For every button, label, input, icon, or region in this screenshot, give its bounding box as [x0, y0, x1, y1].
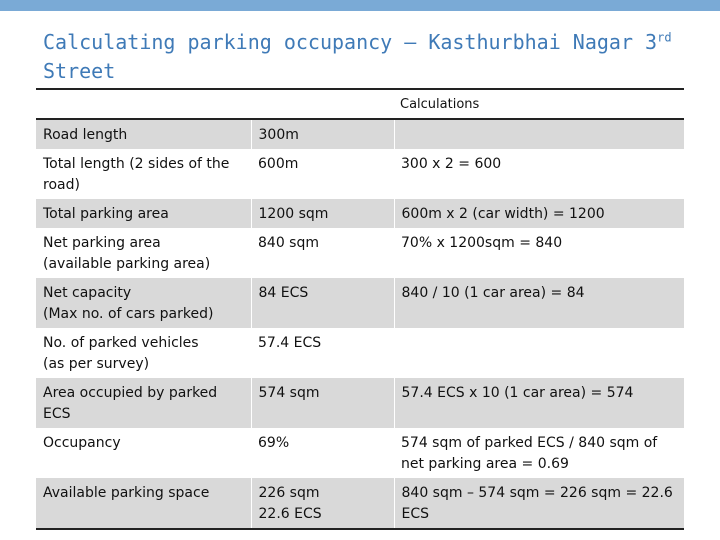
row-value: 57.4 ECS — [251, 328, 394, 378]
row-label: Available parking space — [36, 478, 251, 529]
row-label: Net parking area (available parking area) — [36, 228, 251, 278]
row-value: 69% — [251, 428, 394, 478]
table-row — [36, 149, 684, 199]
table-header-row — [36, 89, 684, 119]
row-calculation: 57.4 ECS x 10 (1 car area) = 574 — [394, 378, 684, 428]
slide-title-line2: Street — [43, 59, 116, 83]
calculation-table — [36, 88, 684, 530]
table-row — [36, 228, 684, 278]
row-value: 840 sqm — [251, 228, 394, 278]
row-value: 574 sqm — [251, 378, 394, 428]
slide-title-superscript: rd — [657, 30, 672, 45]
table-row — [36, 199, 684, 228]
row-label: Net capacity (Max no. of cars parked) — [36, 278, 251, 328]
row-calculation: 840 / 10 (1 car area) = 84 — [394, 278, 684, 328]
row-calculation — [394, 328, 684, 378]
row-calculation — [394, 119, 684, 149]
slide-title — [43, 28, 683, 86]
row-calculation: 840 sqm – 574 sqm = 226 sqm = 22.6 ECS — [394, 478, 684, 529]
row-label: Area occupied by parked ECS — [36, 378, 251, 428]
table-row — [36, 378, 684, 428]
row-label: Total parking area — [36, 199, 251, 228]
row-calculation: 70% x 1200sqm = 840 — [394, 228, 684, 278]
top-accent-bar — [0, 0, 720, 11]
row-label: Occupancy — [36, 428, 251, 478]
row-label: Total length (2 sides of the road) — [36, 149, 251, 199]
row-value: 84 ECS — [251, 278, 394, 328]
table-row — [36, 328, 684, 378]
row-value: 1200 sqm — [251, 199, 394, 228]
header-cell-label — [36, 89, 251, 119]
row-calculation: 300 x 2 = 600 — [394, 149, 684, 199]
table-row — [36, 278, 684, 328]
row-label: No. of parked vehicles (as per survey) — [36, 328, 251, 378]
row-value: 600m — [251, 149, 394, 199]
row-label: Road length — [36, 119, 251, 149]
header-cell-value — [251, 89, 394, 119]
row-value: 226 sqm 22.6 ECS — [251, 478, 394, 529]
table-row — [36, 119, 684, 149]
row-calculation: 574 sqm of parked ECS / 840 sqm of net parking area = 0.69 — [394, 428, 684, 478]
table-row — [36, 478, 684, 529]
row-calculation: 600m x 2 (car width) = 1200 — [394, 199, 684, 228]
header-cell-calculations: Calculations — [394, 89, 684, 119]
slide-title-main: Calculating parking occupancy – Kasthurbhai Nagar 3 — [43, 30, 658, 54]
row-value: 300m — [251, 119, 394, 149]
table-row — [36, 428, 684, 478]
